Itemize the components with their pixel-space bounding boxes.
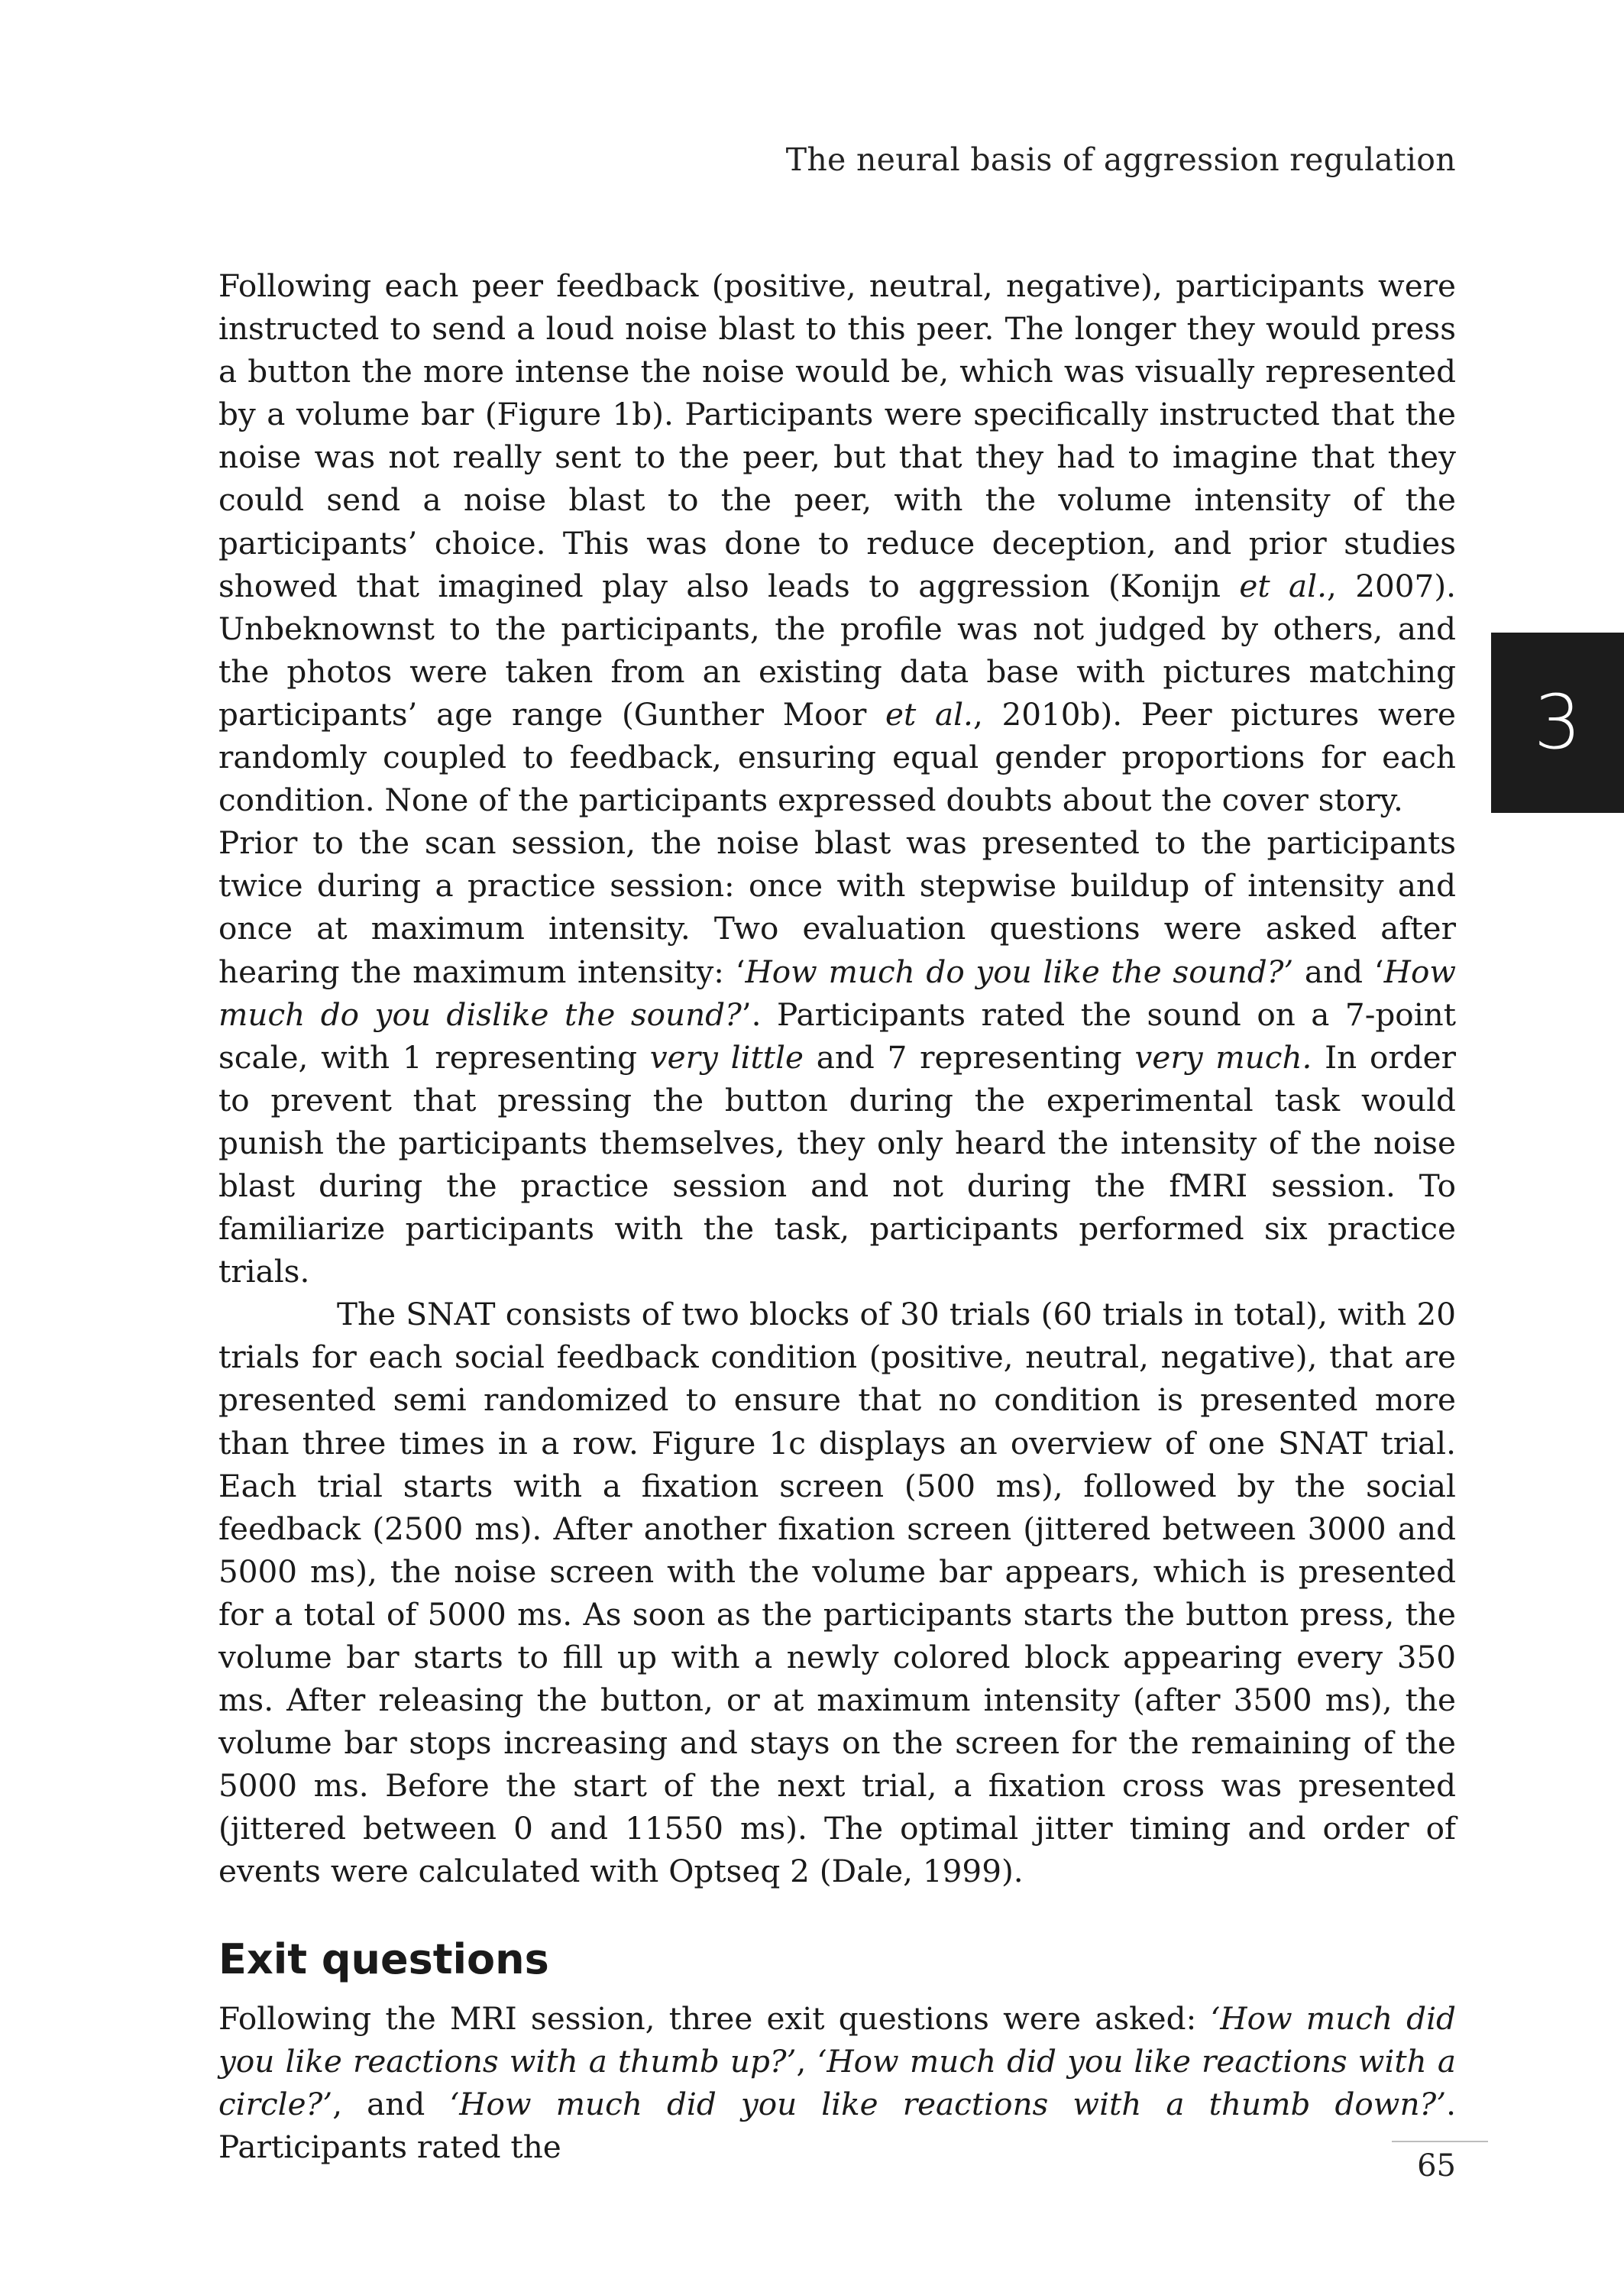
text-run: Following each peer feedback (positive, neutral, negative), participants were instructed to send a loud noise blast to this peer. The longer they would press a button the more intense the noise would be, which was visually represented by a volume bar (Figure 1b). Participants were specifically instructed that the noise was not really sent to the peer, but that they had to imagine that they could send a noise blast to the peer, with the volume intensity of the participants’ choice. This was done to reduce deception, and prior studies showed that imagined play also leads to aggression (Konijn bbox=[218, 267, 1456, 604]
italic-run: very much. bbox=[1134, 1038, 1312, 1076]
text-run: ’. Participants rated the sound on a 7-point scale, with 1 representing bbox=[218, 995, 1457, 1076]
text-run: In order to prevent that pressing the button during the experimental task would punish the participants themselves, they only heard the intensity of the noise blast during the practice session and not during the fMRI session. To familiarize participants with the task, participants performed six practice trials. bbox=[218, 1038, 1456, 1290]
body-text bbox=[218, 264, 1456, 2168]
text-run: , and bbox=[332, 2085, 450, 2122]
text-run: , 2007). Unbeknownst to the participants, the profile was not judged by others, and the photos were taken from an existing data base with pictures matching participants’ age range (Gunther Moor bbox=[218, 567, 1456, 733]
italic-run: ‘How much did you like reactions with a thumb up?’ bbox=[218, 1999, 1456, 2080]
paragraph-feedback-noise-blast bbox=[218, 264, 1456, 821]
text-run: , bbox=[796, 2042, 817, 2080]
italic-run: ‘How much did you like reactions with a thumb down?’ bbox=[449, 2085, 1447, 2122]
chapter-tab bbox=[1491, 633, 1624, 813]
text-run: and ‘ bbox=[1293, 953, 1384, 990]
italic-run: et al. bbox=[885, 695, 973, 733]
paragraph-exit-questions bbox=[218, 1997, 1456, 2168]
chapter-number: 3 bbox=[1533, 679, 1582, 766]
italic-run: very little bbox=[649, 1038, 804, 1076]
text-run: and 7 representing bbox=[803, 1038, 1135, 1076]
text-run: The SNAT consists of two blocks of 30 trials (60 trials in total), with 20 trials for each social feedback condition (positive, neutral, negative), that are presented semi randomized to ensure that no condition is presented more than three times in a row. Figure 1c displays an overview of one SNAT trial. Each trial starts with a fixation screen (500 ms), followed by the social feedback (2500 ms). After another fixation screen (jittered between 3000 and 5000 ms), the noise screen with the volume bar appears, which is presented for a total of 5000 ms. As soon as the participants starts the button press, the volume bar starts to fill up with a newly colored block appearing every 350 ms. After releasing the button, or at maximum intensity (after 3500 ms), the volume bar stops increasing and stays on the screen for the remaining of the 5000 ms. Before the start of the next trial, a fixation cross was presented (jittered between 0 and 11550 ms). The optimal jitter timing and order of events were calculated with Optseq 2 (Dale, 1999). bbox=[218, 1296, 1456, 1890]
italic-run: ‘How much did you like reactions with a circle?’ bbox=[218, 2042, 1457, 2122]
italic-run: How much do you dislike the sound? bbox=[218, 953, 1456, 1033]
text-run: , 2010b). Peer pictures were randomly coupled to feedback, ensuring equal gender proportions for each condition. None of the participants expressed doubts about the cover story. bbox=[218, 695, 1456, 819]
page-number: 65 bbox=[1417, 2148, 1456, 2184]
italic-run: How much do you like the sound?’ bbox=[745, 953, 1294, 990]
paragraph-snat-trials bbox=[218, 1293, 1456, 1892]
footer-rule bbox=[1392, 2141, 1488, 2142]
paragraph-practice-session bbox=[218, 821, 1456, 1293]
text-run: . Participants rated the bbox=[218, 2085, 1456, 2165]
italic-run: et al. bbox=[1239, 567, 1327, 604]
section-heading-exit-questions: Exit questions bbox=[218, 1934, 549, 1983]
text-run: Prior to the scan session, the noise blast was presented to the participants twice during a practice session: once with stepwise buildup of intensity and once at maximum intensity. Two evaluation questions were asked after hearing the maximum intensity: ‘ bbox=[218, 824, 1456, 990]
running-head: The neural basis of aggression regulation bbox=[785, 141, 1456, 178]
text-run: Following the MRI session, three exit questions were asked: bbox=[218, 1999, 1211, 2037]
